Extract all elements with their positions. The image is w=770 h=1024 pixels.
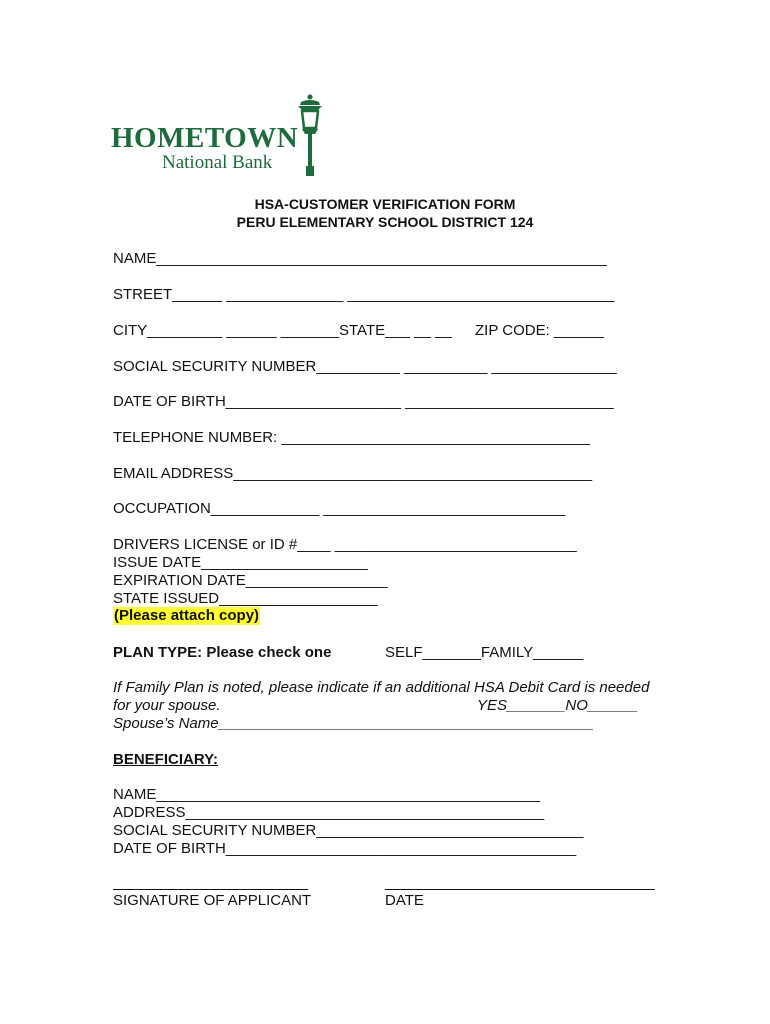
state-field[interactable]: STATE___ __ __	[339, 322, 452, 339]
form-title: HSA-CUSTOMER VERIFICATION FORM	[254, 196, 516, 212]
email-field[interactable]: EMAIL ADDRESS___________________________________________	[113, 465, 593, 482]
attach-copy-note: (Please attach copy)	[114, 607, 260, 624]
family-plan-note-cont: for your spouse.	[113, 697, 221, 714]
beneficiary-address-field[interactable]: ADDRESS___________________________________________	[113, 804, 545, 821]
spouse-name-field[interactable]: Spouse’s Name_____________________________________________	[113, 715, 595, 732]
beneficiary-name-field[interactable]: NAME______________________________________________	[113, 786, 541, 803]
name-field[interactable]: NAME______________________________________________________	[113, 250, 607, 267]
date-line[interactable]	[385, 889, 655, 890]
street-field[interactable]: STREET______ ______________ ________________________________	[113, 286, 615, 303]
state-issued-field[interactable]: STATE ISSUED___________________	[113, 590, 378, 607]
debit-card-yes-no[interactable]: YES_______NO______	[477, 697, 638, 714]
street-lamp-icon	[292, 94, 328, 178]
family-plan-note: If Family Plan is noted, please indicate if an additional HSA Debit Card is needed	[113, 679, 650, 696]
social-security-field[interactable]: SOCIAL SECURITY NUMBER__________ __________ _______________	[113, 358, 617, 375]
date-label: DATE	[385, 892, 424, 909]
drivers-license-field[interactable]: DRIVERS LICENSE or ID #____ _____________________________	[113, 536, 577, 553]
telephone-field[interactable]: TELEPHONE NUMBER: _____________________________________	[113, 429, 591, 446]
signature-label: SIGNATURE OF APPLICANT	[113, 892, 312, 909]
logo-wordmark-primary: HOMETOWN	[111, 122, 299, 154]
beneficiary-ssn-field[interactable]: SOCIAL SECURITY NUMBER________________________________	[113, 822, 584, 839]
signature-line[interactable]	[113, 889, 308, 890]
date-of-birth-field[interactable]: DATE OF BIRTH_____________________ _________________________	[113, 393, 614, 410]
expiration-date-field[interactable]: EXPIRATION DATE_________________	[113, 572, 388, 589]
city-field[interactable]: CITY_________ ______ _______	[113, 322, 340, 339]
logo-wordmark-secondary: National Bank	[162, 152, 273, 173]
plan-type-label: PLAN TYPE: Please check one	[113, 644, 332, 661]
zip-code-field[interactable]: ZIP CODE: ______	[475, 322, 604, 339]
issue-date-field[interactable]: ISSUE DATE____________________	[113, 554, 368, 571]
form-subtitle: PERU ELEMENTARY SCHOOL DISTRICT 124	[236, 214, 534, 230]
beneficiary-heading: BENEFICIARY:	[113, 751, 218, 768]
beneficiary-dob-field[interactable]: DATE OF BIRTH__________________________________________	[113, 840, 577, 857]
occupation-field[interactable]: OCCUPATION_____________ _____________________________	[113, 500, 566, 517]
plan-type-options[interactable]: SELF_______FAMILY______	[385, 644, 584, 661]
